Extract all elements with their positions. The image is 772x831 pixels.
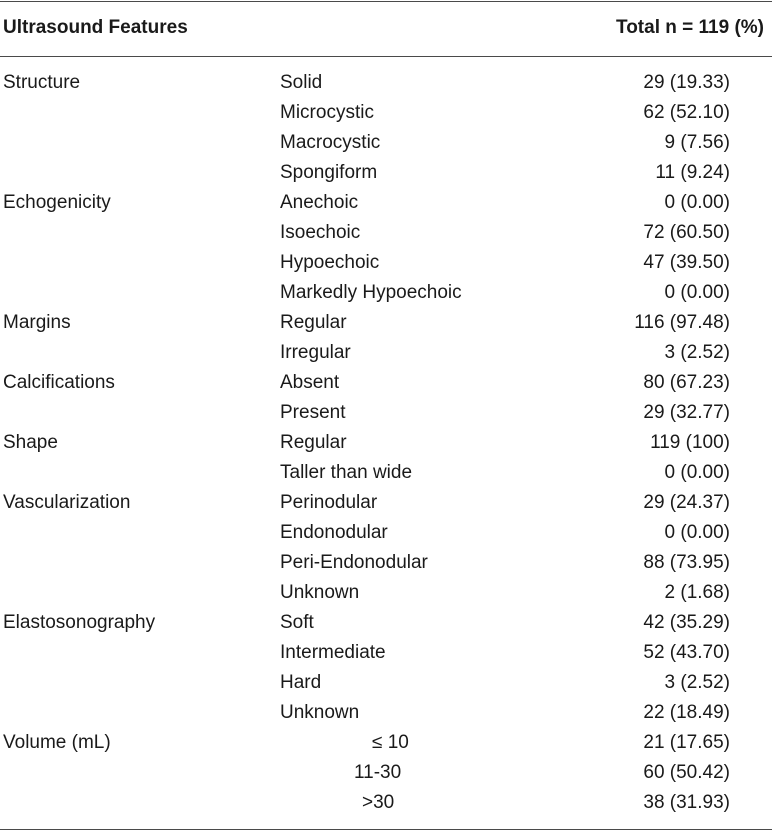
row-feature: Volume (mL) (3, 732, 111, 753)
row-value: >30 (362, 792, 395, 813)
table-row (0, 248, 772, 278)
row-total: 60 (50.42) (643, 762, 730, 783)
row-total: 119 (100) (650, 432, 730, 453)
table-row (0, 278, 772, 308)
row-total: 3 (2.52) (664, 672, 730, 693)
row-value: Anechoic (280, 192, 359, 213)
table-row (0, 668, 772, 698)
row-value: Peri-Endonodular (280, 552, 428, 573)
row-value: Perinodular (280, 492, 378, 513)
row-total: 52 (43.70) (643, 642, 730, 663)
row-total: 29 (19.33) (643, 72, 730, 93)
row-value: Microcystic (280, 102, 374, 123)
row-value: ≤ 10 (372, 732, 409, 753)
table-row (0, 578, 772, 608)
table-row (0, 398, 772, 428)
table-row (0, 518, 772, 548)
row-total: 80 (67.23) (643, 372, 730, 393)
row-value: Regular (280, 312, 347, 333)
table-row (0, 68, 772, 98)
row-value: Soft (280, 612, 314, 633)
row-total: 29 (32.77) (643, 402, 730, 423)
row-total: 22 (18.49) (643, 702, 730, 723)
row-total: 9 (7.56) (664, 132, 730, 153)
row-total: 11 (9.24) (655, 162, 730, 183)
table-header-rule (0, 56, 772, 57)
row-value: Macrocystic (280, 132, 381, 153)
row-value: Endonodular (280, 522, 388, 543)
row-value: Hypoechoic (280, 252, 380, 273)
row-value: Regular (280, 432, 347, 453)
table-body (0, 68, 772, 818)
row-feature: Margins (3, 312, 71, 333)
row-total: 2 (1.68) (664, 582, 730, 603)
table-row (0, 338, 772, 368)
table-row (0, 308, 772, 338)
row-feature: Shape (3, 432, 58, 453)
row-value: Unknown (280, 702, 360, 723)
table-row (0, 788, 772, 818)
row-total: 0 (0.00) (664, 282, 730, 303)
header-feature: Ultrasound Features (3, 17, 188, 38)
table-header (0, 0, 772, 56)
table-row (0, 698, 772, 728)
table-row (0, 98, 772, 128)
row-value: Markedly Hypoechoic (280, 282, 462, 303)
table-row (0, 368, 772, 398)
table-row (0, 458, 772, 488)
row-value: Unknown (280, 582, 360, 603)
table-row (0, 608, 772, 638)
header-total: Total n = 119 (%) (616, 17, 764, 38)
row-value: Spongiform (280, 162, 378, 183)
row-value: Taller than wide (280, 462, 413, 483)
row-total: 47 (39.50) (643, 252, 730, 273)
row-total: 62 (52.10) (643, 102, 730, 123)
table-row (0, 158, 772, 188)
row-total: 0 (0.00) (664, 192, 730, 213)
row-value: Absent (280, 372, 340, 393)
table-row (0, 218, 772, 248)
table-row (0, 128, 772, 158)
row-total: 88 (73.95) (643, 552, 730, 573)
row-value: Solid (280, 72, 323, 93)
row-feature: Echogenicity (3, 192, 111, 213)
row-total: 0 (0.00) (664, 522, 730, 543)
row-value: Intermediate (280, 642, 386, 663)
row-total: 38 (31.93) (643, 792, 730, 813)
row-total: 72 (60.50) (643, 222, 730, 243)
table-row (0, 548, 772, 578)
row-total: 0 (0.00) (664, 462, 730, 483)
row-value: Irregular (280, 342, 351, 363)
row-value: Hard (280, 672, 322, 693)
row-total: 21 (17.65) (643, 732, 730, 753)
row-value: Isoechoic (280, 222, 361, 243)
row-total: 42 (35.29) (643, 612, 730, 633)
row-feature: Calcifications (3, 372, 115, 393)
table-row (0, 488, 772, 518)
row-value: Present (280, 402, 346, 423)
row-feature: Elastosonography (3, 612, 156, 633)
table-row (0, 638, 772, 668)
row-total: 29 (24.37) (643, 492, 730, 513)
row-feature: Structure (3, 72, 81, 93)
row-total: 116 (97.48) (634, 312, 730, 333)
table-row (0, 428, 772, 458)
table-row (0, 758, 772, 788)
row-total: 3 (2.52) (664, 342, 730, 363)
row-feature: Vascularization (3, 492, 131, 513)
table-row (0, 728, 772, 758)
table-bottom-rule (0, 829, 772, 830)
table-row (0, 188, 772, 218)
row-value: 11-30 (354, 762, 402, 783)
